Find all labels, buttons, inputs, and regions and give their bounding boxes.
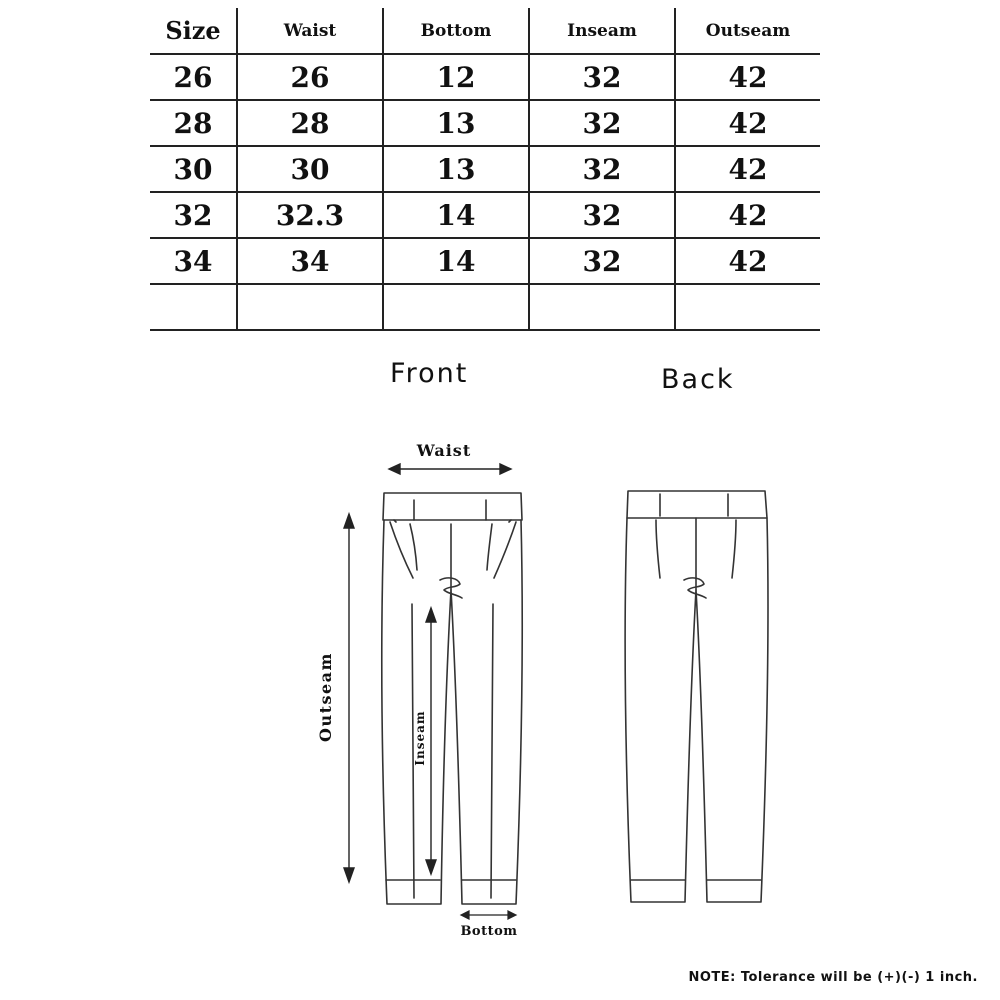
cell-inseam: 32 [529, 54, 675, 100]
cell-outseam: 42 [675, 192, 820, 238]
cell-size: 28 [150, 100, 237, 146]
cell-bottom: 14 [383, 238, 529, 284]
cell-outseam: 42 [675, 146, 820, 192]
outseam-arrow-icon [344, 514, 354, 882]
cell-size: 34 [150, 238, 237, 284]
cell-inseam: 32 [529, 100, 675, 146]
cell-bottom: 14 [383, 192, 529, 238]
cell-inseam: 32 [529, 146, 675, 192]
bottom-measure-label: Bottom [460, 924, 518, 939]
waist-measure-label: Waist [416, 441, 472, 460]
waist-arrow-icon [389, 464, 511, 474]
inseam-measure-label: Inseam [413, 710, 427, 766]
outseam-measure-label: Outseam [316, 652, 335, 742]
back-pants-icon [625, 491, 768, 902]
cell-inseam: 32 [529, 192, 675, 238]
cell-size: 30 [150, 146, 237, 192]
header-waist: Waist [237, 8, 383, 54]
cell-waist: 28 [237, 100, 383, 146]
header-size: Size [150, 8, 237, 54]
cell-waist: 30 [237, 146, 383, 192]
cell-outseam: 42 [675, 238, 820, 284]
cell-waist: 26 [237, 54, 383, 100]
header-bottom: Bottom [383, 8, 529, 54]
cell-outseam: 42 [675, 100, 820, 146]
tolerance-note: NOTE: Tolerance will be (+)(-) 1 inch. [688, 970, 978, 985]
cell-waist: 32.3 [237, 192, 383, 238]
cell-size: 26 [150, 54, 237, 100]
front-pants-icon [382, 493, 522, 904]
cell-inseam: 32 [529, 238, 675, 284]
cell-bottom: 13 [383, 146, 529, 192]
cell-bottom: 13 [383, 100, 529, 146]
front-view-label: Front [390, 358, 469, 389]
cell-waist: 34 [237, 238, 383, 284]
header-outseam: Outseam [675, 8, 820, 54]
cell-size: 32 [150, 192, 237, 238]
header-inseam: Inseam [529, 8, 675, 54]
bottom-arrow-icon [461, 911, 516, 919]
back-view-label: Back [661, 364, 735, 395]
inseam-arrow-icon [426, 608, 436, 874]
cell-outseam: 42 [675, 54, 820, 100]
cell-bottom: 12 [383, 54, 529, 100]
